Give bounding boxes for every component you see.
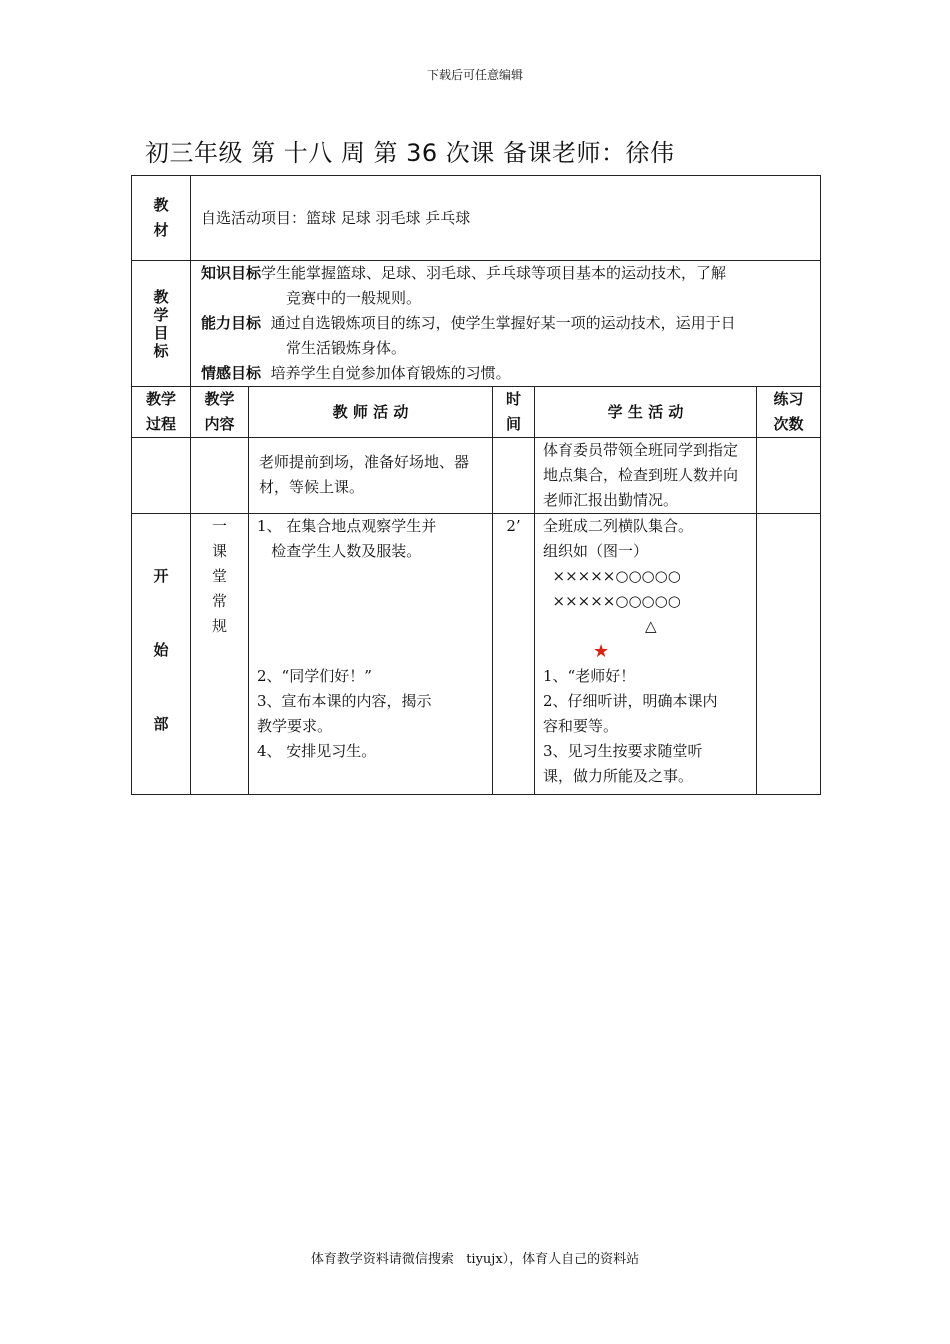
footer-text: 体育教学资料请微信搜索 tiyujx），体育人自己的资料站 [310,1252,640,1267]
content-char-2: 课 [211,542,227,560]
student-line-8: 2、仔细听讲，明确本课内 [543,692,718,710]
header-count: 练习次数 [757,387,821,438]
teacher-line-8: 3、宣布本课的内容，揭示 [257,692,432,710]
content-char-3: 堂 [211,567,227,585]
time-value: 2’ [506,517,521,535]
student-line-7: 1、“老师好！ [543,667,636,685]
teacher-line-7: 2、“同学们好！” [257,667,372,685]
goals-row [132,261,821,387]
process-char-3: 部 [153,715,169,733]
student-line-11: 课，做力所能及之事。 [543,767,694,785]
student-line-2: 组织如（图一） [543,542,649,560]
table-row [132,438,821,514]
knowledge-goal-text-1: 学生能掌握篮球、足球、羽毛球、乒乓球等项目基本的运动技术，了解 [261,264,727,282]
knowledge-goal-label: 知识目标 [201,264,262,282]
teacher-line-10: 4、 安排见习生。 [257,742,377,760]
teacher-line-9: 教学要求。 [257,717,333,735]
student-line-10: 3、见习生按要求随堂听 [543,742,703,760]
header-note: 下载后可任意编辑 [426,68,523,82]
student-line-9: 容和要等。 [543,717,619,735]
table-header-row [132,387,821,438]
goals-label: 教学目标 [132,261,191,387]
star-icon: ★ [593,641,610,662]
ability-goal-text-1: 通过自选锻炼项目的练习，使学生掌握好某一项的运动技术，运用于日 [270,314,736,332]
header-process: 教学过程 [132,387,191,438]
content-char-1: 一 [211,517,227,535]
process-char-2: 始 [153,641,169,659]
teacher-line-2: 检查学生人数及服装。 [257,542,422,560]
material-row [132,176,821,261]
knowledge-goal-text-2: 竞赛中的一般规则。 [286,289,422,307]
row1-teacher: 老师提前到场，准备好场地、器材，等候上课。 [259,453,470,496]
header-time: 时间 [493,387,535,438]
header-student: 学 生 活 动 [535,387,757,438]
ability-goal-label: 能力目标 [201,314,262,332]
lesson-plan-table [131,175,821,795]
emotion-goal-label: 情感目标 [201,364,262,382]
row1-student: 体育委员带领全班同学到指定地点集合，检查到班人数并向老师汇报出勤情况。 [543,441,739,509]
teacher-line-6 [257,639,492,664]
ability-goal-text-2: 常生活锻炼身体。 [286,339,407,357]
process-char-1: 开 [153,567,169,585]
student-line-1: 全班成二列横队集合。 [543,517,694,535]
formation-row-2: ×××××○○○○○ [543,592,681,610]
content-char-4: 常 [211,592,227,610]
teacher-line-1: 1、 在集合地点观察学生并 [257,517,437,535]
teacher-line-5 [257,614,492,639]
formation-row-1: ×××××○○○○○ [543,567,681,585]
header-teacher: 教 师 活 动 [249,387,493,438]
material-label: 教材 [132,176,191,261]
triangle-icon: △ [645,617,657,635]
teacher-line-4 [257,589,492,614]
page-title: 初三年级 第 十八 周 第 36 次课 备课老师：徐伟 [145,139,675,167]
emotion-goal-text: 培养学生自觉参加体育锻炼的习惯。 [270,364,511,382]
material-content: 自选活动项目：篮球 足球 羽毛球 乒乓球 [201,208,471,227]
header-content: 教学内容 [191,387,249,438]
teacher-line-3 [257,564,492,589]
table-row [132,514,821,795]
content-char-5: 规 [211,617,227,635]
